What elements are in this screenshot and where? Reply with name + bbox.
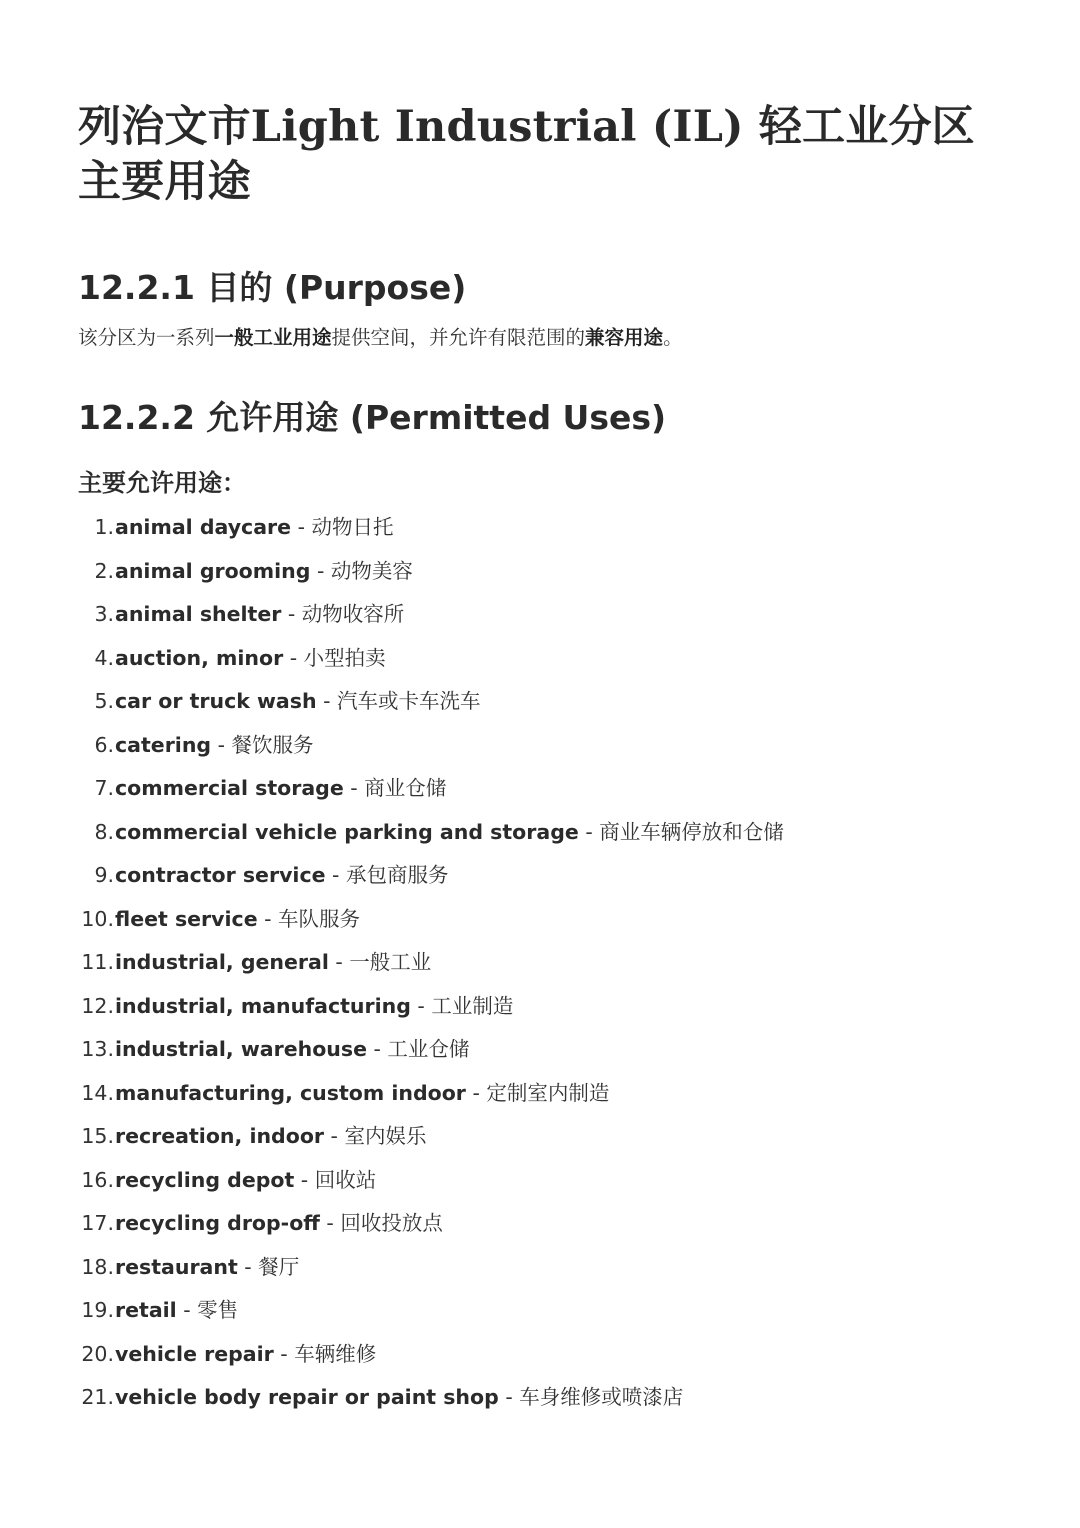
use-chinese-name: 动物日托 — [311, 515, 394, 539]
use-english-name: industrial, general — [115, 950, 329, 974]
use-english-name: animal grooming — [115, 558, 311, 583]
use-chinese-name: 工业制造 — [431, 993, 514, 1018]
list-item — [78, 1032, 1002, 1076]
use-english-name: commercial storage — [115, 776, 344, 800]
use-english-name: retail — [115, 1298, 177, 1322]
list-item — [78, 1250, 1002, 1294]
list-item-number: 15. — [81, 1124, 114, 1148]
use-english-name: animal shelter — [115, 602, 282, 626]
list-item — [78, 1293, 1002, 1337]
list-item — [78, 815, 1002, 859]
use-separator: - — [328, 950, 350, 974]
use-chinese-name: 工业仓储 — [387, 1037, 470, 1061]
use-english-name: industrial, manufacturing — [115, 993, 411, 1018]
list-item — [78, 1337, 1002, 1381]
list-item-number: 8. — [94, 819, 114, 844]
use-separator: - — [310, 558, 331, 583]
use-english-name: vehicle repair — [115, 1341, 274, 1366]
list-item-number: 17. — [81, 1211, 114, 1235]
list-item-number: 9. — [94, 863, 114, 887]
list-item — [78, 684, 1002, 728]
use-separator: - — [319, 1211, 341, 1235]
list-item — [78, 510, 1002, 554]
list-item — [78, 1076, 1002, 1120]
use-english-name: animal daycare — [115, 515, 292, 539]
purpose-paragraph — [78, 322, 1002, 354]
use-chinese-name: 车队服务 — [278, 906, 361, 931]
use-separator: - — [578, 819, 600, 844]
list-item — [78, 1119, 1002, 1163]
permitted-uses-section — [78, 396, 1002, 1424]
use-chinese-name: 商业仓储 — [364, 776, 447, 800]
list-item-number: 20. — [81, 1341, 114, 1366]
use-english-name: industrial, warehouse — [115, 1037, 367, 1061]
use-separator: - — [498, 1385, 520, 1409]
use-chinese-name: 小型拍卖 — [303, 645, 386, 670]
list-item-number: 19. — [81, 1298, 114, 1322]
purpose-text-part: 。 — [663, 326, 683, 349]
page-title: 列治文市Light Industrial (IL) 轻工业分区主要用途 — [78, 102, 975, 207]
use-english-name: recycling drop-off — [115, 1211, 320, 1235]
use-separator: - — [294, 1167, 315, 1192]
permitted-uses-list — [78, 510, 1002, 1424]
use-english-name: restaurant — [115, 1254, 238, 1279]
use-chinese-name: 回收站 — [314, 1167, 377, 1192]
use-separator: - — [257, 906, 279, 931]
use-chinese-name: 一般工业 — [349, 950, 432, 974]
primary-uses-subheading: 主要允许用途： — [78, 469, 246, 497]
permitted-uses-heading: 12.2.2 允许用途 (Permitted Uses) — [78, 398, 667, 437]
list-item-number: 21. — [81, 1385, 114, 1409]
list-item-number: 18. — [81, 1254, 114, 1279]
use-chinese-name: 餐厅 — [258, 1254, 300, 1279]
list-item-number: 2. — [94, 558, 114, 583]
list-item — [78, 554, 1002, 598]
list-item-number: 6. — [94, 732, 114, 757]
use-english-name: catering — [115, 732, 212, 757]
purpose-heading: 12.2.1 目的 (Purpose) — [78, 268, 467, 307]
list-item — [78, 989, 1002, 1033]
use-english-name: fleet service — [115, 906, 258, 931]
use-chinese-name: 室内娱乐 — [344, 1124, 427, 1148]
list-item-number: 7. — [94, 776, 114, 800]
list-item — [78, 597, 1002, 641]
use-chinese-name: 定制室内制造 — [486, 1080, 610, 1105]
purpose-section — [78, 266, 1002, 354]
list-item — [78, 771, 1002, 815]
use-english-name: commercial vehicle parking and storage — [115, 819, 579, 844]
use-english-name: contractor service — [115, 863, 326, 887]
use-chinese-name: 汽车或卡车洗车 — [337, 689, 481, 713]
list-item-number: 13. — [81, 1037, 114, 1061]
use-chinese-name: 动物收容所 — [301, 602, 405, 626]
use-chinese-name: 零售 — [197, 1298, 239, 1322]
use-separator: - — [283, 645, 304, 670]
use-separator: - — [281, 602, 302, 626]
use-separator: - — [343, 776, 365, 800]
use-chinese-name: 车辆维修 — [294, 1341, 377, 1366]
use-separator: - — [324, 1124, 345, 1148]
use-chinese-name: 商业车辆停放和仓储 — [599, 819, 784, 844]
use-english-name: recreation, indoor — [115, 1124, 325, 1148]
use-english-name: auction, minor — [115, 645, 284, 670]
list-item-number: 11. — [81, 950, 114, 974]
purpose-text-bold: 兼容用途 — [585, 326, 664, 349]
use-separator: - — [410, 993, 432, 1018]
use-separator: - — [273, 1341, 295, 1366]
use-separator: - — [211, 732, 232, 757]
list-item-number: 12. — [81, 993, 114, 1018]
list-item — [78, 1163, 1002, 1207]
list-item — [78, 945, 1002, 989]
list-item-number: 4. — [94, 645, 114, 670]
use-chinese-name: 回收投放点 — [340, 1211, 443, 1235]
use-separator: - — [176, 1298, 198, 1322]
purpose-text-part: 该分区为一系列 — [78, 326, 215, 349]
use-separator: - — [465, 1080, 487, 1105]
list-item — [78, 858, 1002, 902]
use-separator: - — [316, 689, 337, 713]
use-separator: - — [325, 863, 346, 887]
purpose-text-bold: 一般工业用途 — [214, 326, 332, 349]
list-item-number: 16. — [81, 1167, 114, 1192]
use-chinese-name: 餐饮服务 — [231, 732, 314, 757]
list-item-number: 5. — [94, 689, 114, 713]
purpose-text-part: 提供空间，并允许有限范围的 — [331, 326, 586, 349]
use-chinese-name: 动物美容 — [330, 558, 413, 583]
use-english-name: manufacturing, custom indoor — [115, 1080, 466, 1105]
list-item-number: 1. — [94, 515, 114, 539]
list-item-number: 3. — [94, 602, 114, 626]
list-item — [78, 728, 1002, 772]
use-separator: - — [237, 1254, 259, 1279]
use-chinese-name: 车身维修或喷漆店 — [519, 1385, 684, 1409]
list-item — [78, 1380, 1002, 1424]
use-english-name: vehicle body repair or paint shop — [115, 1385, 499, 1409]
use-english-name: car or truck wash — [115, 689, 317, 713]
use-separator: - — [366, 1037, 388, 1061]
list-item — [78, 641, 1002, 685]
list-item-number: 14. — [81, 1080, 114, 1105]
use-chinese-name: 承包商服务 — [345, 863, 449, 887]
use-separator: - — [291, 515, 312, 539]
list-item — [78, 1206, 1002, 1250]
list-item-number: 10. — [81, 906, 114, 931]
list-item — [78, 902, 1002, 946]
use-english-name: recycling depot — [115, 1167, 295, 1192]
